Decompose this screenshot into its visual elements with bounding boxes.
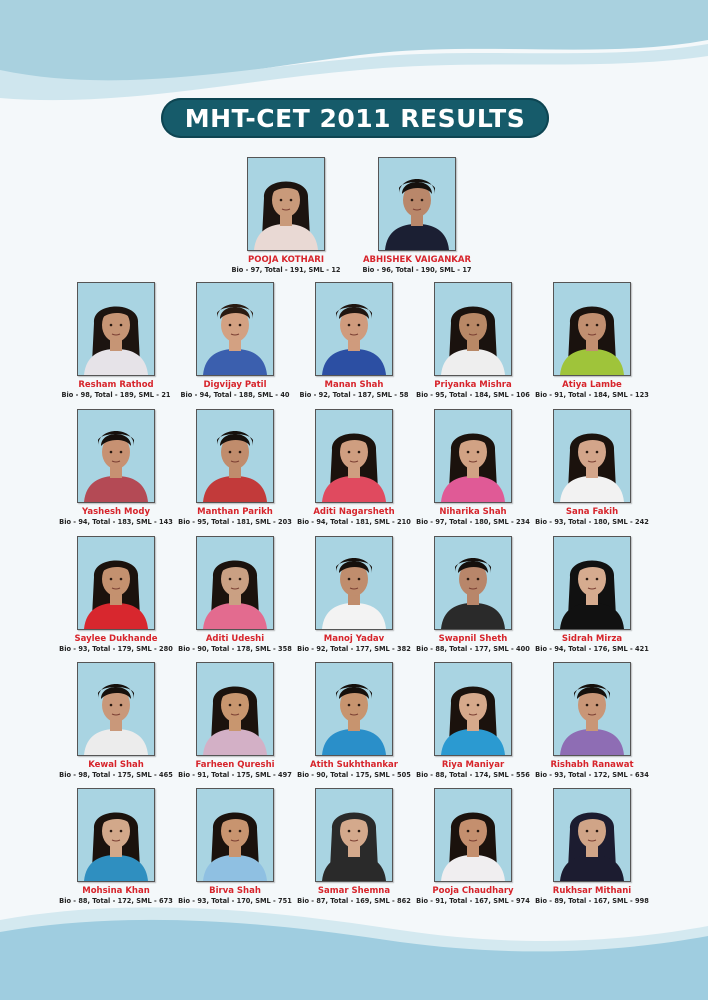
student-scores: Bio - 91, Total - 167, SML - 974 [416, 897, 530, 905]
student-card [289, 662, 419, 780]
student-card [221, 157, 351, 275]
student-name: Rukhsar Mithani [552, 886, 632, 896]
student-name: Resham Rathod [78, 380, 154, 390]
student-card [51, 662, 181, 780]
student-scores: Bio - 98, Total - 175, SML - 465 [59, 771, 173, 779]
bottom-wave-decoration [0, 890, 708, 1000]
student-name: Samar Shemna [317, 886, 391, 896]
student-name: Kewal Shah [88, 760, 144, 770]
student-name: POOJA KOTHARI [247, 255, 324, 265]
student-scores: Bio - 96, Total - 190, SML - 17 [362, 266, 472, 274]
student-name: Farheen Qureshi [195, 760, 275, 770]
student-scores: Bio - 95, Total - 181, SML - 203 [178, 518, 292, 526]
student-name: Niharika Shah [439, 507, 507, 517]
student-name: Manoj Yadav [323, 634, 385, 644]
student-scores: Bio - 89, Total - 167, SML - 998 [535, 897, 649, 905]
student-card [289, 282, 419, 400]
student-scores: Bio - 93, Total - 180, SML - 242 [535, 518, 649, 526]
student-name: Digvijay Patil [203, 380, 267, 390]
student-card [408, 662, 538, 780]
title-banner [161, 98, 549, 138]
student-photo [434, 282, 512, 376]
student-name: Aditi Udeshi [205, 634, 265, 644]
student-photo [77, 788, 155, 882]
student-card [289, 409, 419, 527]
student-card [170, 409, 300, 527]
student-scores: Bio - 88, Total - 177, SML - 400 [416, 645, 530, 653]
student-card [408, 536, 538, 654]
student-card [170, 536, 300, 654]
student-photo [77, 536, 155, 630]
student-photo [553, 788, 631, 882]
student-name: Atith Sukhthankar [310, 760, 398, 770]
student-card [527, 788, 657, 906]
student-scores: Bio - 88, Total - 174, SML - 556 [416, 771, 530, 779]
student-name: Sidrah Mirza [561, 634, 623, 644]
student-name: Atiya Lambe [562, 380, 622, 390]
student-name: Sana Fakih [565, 507, 619, 517]
student-scores: Bio - 97, Total - 180, SML - 234 [416, 518, 530, 526]
student-card [408, 282, 538, 400]
student-card [51, 788, 181, 906]
student-card [289, 788, 419, 906]
student-name: Aditi Nagarsheth [313, 507, 395, 517]
student-scores: Bio - 93, Total - 170, SML - 751 [178, 897, 292, 905]
student-card [408, 409, 538, 527]
student-name: Pooja Chaudhary [432, 886, 514, 896]
student-card [527, 282, 657, 400]
student-scores: Bio - 94, Total - 181, SML - 210 [297, 518, 411, 526]
student-photo [196, 662, 274, 756]
student-photo [77, 662, 155, 756]
student-photo [553, 536, 631, 630]
student-scores: Bio - 92, Total - 177, SML - 382 [297, 645, 411, 653]
student-name: Riya Maniyar [441, 760, 505, 770]
student-scores: Bio - 98, Total - 189, SML - 21 [61, 391, 171, 399]
student-name: Yashesh Mody [82, 507, 150, 517]
student-scores: Bio - 92, Total - 187, SML - 58 [299, 391, 409, 399]
student-name: Rishabh Ranawat [550, 760, 634, 770]
student-card [170, 788, 300, 906]
student-photo [77, 409, 155, 503]
student-card [408, 788, 538, 906]
student-card [51, 282, 181, 400]
student-photo [196, 788, 274, 882]
student-card [289, 536, 419, 654]
student-photo [196, 409, 274, 503]
student-name: Mohsina Khan [82, 886, 150, 896]
student-card [51, 536, 181, 654]
student-scores: Bio - 95, Total - 184, SML - 106 [416, 391, 530, 399]
student-scores: Bio - 94, Total - 188, SML - 40 [180, 391, 290, 399]
student-card [170, 282, 300, 400]
student-name: Manan Shah [324, 380, 384, 390]
student-photo [434, 788, 512, 882]
student-card [170, 662, 300, 780]
student-photo [196, 536, 274, 630]
student-photo [378, 157, 456, 251]
student-photo [77, 282, 155, 376]
student-photo [315, 536, 393, 630]
student-photo [247, 157, 325, 251]
student-scores: Bio - 94, Total - 176, SML - 421 [535, 645, 649, 653]
student-card [352, 157, 482, 275]
student-name: Manthan Parikh [197, 507, 273, 517]
student-card [527, 536, 657, 654]
student-card [527, 409, 657, 527]
student-name: Saylee Dukhande [74, 634, 158, 644]
student-name: Swapnil Sheth [438, 634, 508, 644]
student-card [527, 662, 657, 780]
student-name: Birva Shah [209, 886, 261, 896]
student-scores: Bio - 90, Total - 175, SML - 505 [297, 771, 411, 779]
student-scores: Bio - 91, Total - 184, SML - 123 [535, 391, 649, 399]
student-photo [434, 536, 512, 630]
student-photo [553, 282, 631, 376]
student-photo [315, 409, 393, 503]
student-photo [196, 282, 274, 376]
student-scores: Bio - 87, Total - 169, SML - 862 [297, 897, 411, 905]
student-card [51, 409, 181, 527]
student-photo [434, 662, 512, 756]
student-scores: Bio - 90, Total - 178, SML - 358 [178, 645, 292, 653]
page-title: MHT-CET 2011 RESULTS [184, 103, 526, 133]
student-scores: Bio - 88, Total - 172, SML - 673 [59, 897, 173, 905]
student-photo [553, 409, 631, 503]
student-scores: Bio - 91, Total - 175, SML - 497 [178, 771, 292, 779]
student-photo [315, 282, 393, 376]
student-scores: Bio - 93, Total - 172, SML - 634 [535, 771, 649, 779]
student-photo [315, 662, 393, 756]
student-scores: Bio - 94, Total - 183, SML - 143 [59, 518, 173, 526]
student-scores: Bio - 97, Total - 191, SML - 12 [231, 266, 341, 274]
student-photo [315, 788, 393, 882]
student-name: Priyanka Mishra [434, 380, 512, 390]
student-scores: Bio - 93, Total - 179, SML - 280 [59, 645, 173, 653]
student-photo [434, 409, 512, 503]
student-photo [553, 662, 631, 756]
student-name: ABHISHEK VAIGANKAR [362, 255, 472, 265]
